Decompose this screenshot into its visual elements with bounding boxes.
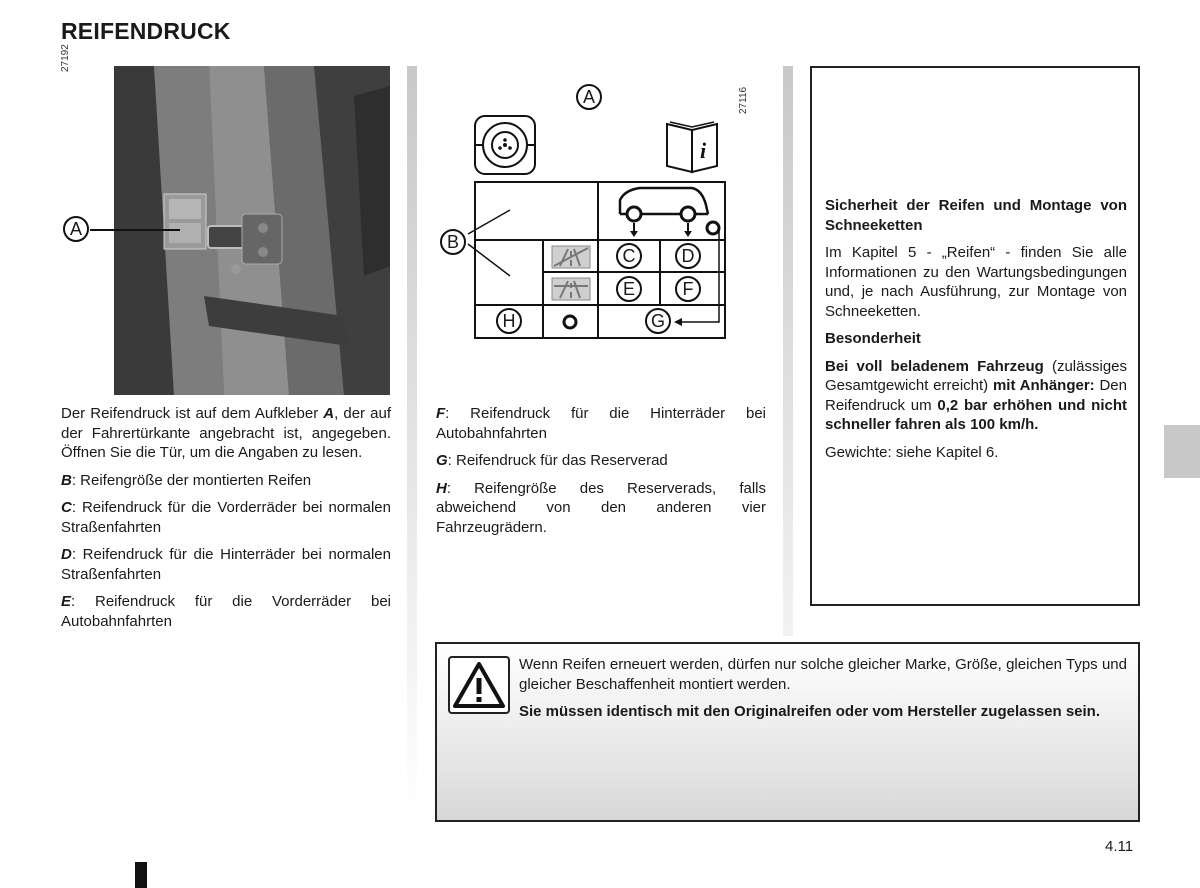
callout-a-leader	[90, 229, 180, 231]
info-paragraph-1: Im Kapitel 5 - „Reifen“ - finden Sie alle Informationen zu den Wartungsbedingungen und, je nach Ausführung, zur Montage von Schneeketten.	[825, 244, 1127, 320]
motorway-icon	[552, 278, 590, 300]
photo-reference-number: 27192	[60, 44, 71, 72]
item-f: F: Reifendruck für die Hinterräder bei Autobahnfahrten	[436, 405, 766, 442]
chapter-tab	[1164, 425, 1200, 478]
item-b: B: Reifengröße der montierten Reifen	[61, 471, 312, 489]
callout-a-diagram: A	[576, 84, 602, 110]
tyre-label-diagram	[430, 110, 740, 350]
page-number: 4.11	[1105, 838, 1134, 855]
info-subheading: Besonderheit	[825, 330, 921, 347]
info-heading: Sicherheit der Reifen und Montage von Schneeketten	[825, 197, 1127, 234]
manual-info-icon	[667, 122, 717, 172]
callout-a-photo: A	[63, 216, 89, 242]
item-h: H: Reifengröße des Reserverads, falls abweichend von den anderen vier Fahrzeugrädern.	[436, 479, 766, 536]
svg-text:i: i	[700, 138, 707, 163]
info-paragraph-2: Bei voll beladenem Fahrzeug (zulässiges Gesamtgewicht erreicht) mit Anhänger: Den Reifendruck um 0,2 bar erhöhen und nicht schneller fahren als 100 km/h.	[825, 357, 1127, 433]
item-d: D: Reifendruck für die Hinterräder bei normalen Straßenfahrten	[61, 546, 391, 583]
callout-d: D	[675, 243, 701, 269]
item-c: C: Reifendruck für die Vorderräder bei normalen Straßenfahrten	[61, 499, 391, 536]
intro-paragraph	[61, 404, 391, 463]
warning-paragraph-2: Sie müssen identisch mit den Originalreifen oder vom Hersteller zugelassen sein.	[519, 703, 1101, 720]
no-motorway-icon	[552, 246, 590, 268]
intro-text-end: , der auf der Fahrertürkante angebracht ist, angegeben. Öffnen Sie die Tür, um die Angaben zu lesen.	[61, 405, 391, 461]
callout-f: F	[675, 276, 701, 302]
column-divider-right	[783, 66, 793, 636]
warning-paragraph-1: Wenn Reifen erneuert werden, dürfen nur solche gleicher Marke, Größe, gleichen Typs und gleicher Beschaffenheit montiert werden.	[519, 656, 1127, 693]
column-divider-left	[407, 66, 417, 816]
intro-label-a: A	[323, 405, 335, 422]
callout-c: C	[616, 243, 642, 269]
item-e: E: Reifendruck für die Vorderräder bei Autobahnfahrten	[61, 593, 391, 630]
warning-triangle-icon	[448, 656, 510, 714]
warning-box	[435, 642, 1140, 822]
description-column-left	[61, 404, 391, 639]
diagram-reference-number: 27116	[738, 86, 749, 114]
callout-e: E	[616, 276, 642, 302]
info-paragraph-3: Gewichte: siehe Kapitel 6.	[825, 443, 999, 461]
item-g: G: Reifendruck für das Reserverad	[436, 452, 668, 469]
callout-g: G	[645, 308, 671, 334]
intro-text-start: Der Reifendruck ist auf dem Aufkleber	[61, 405, 324, 422]
safety-info-box	[810, 66, 1140, 606]
corner-mark	[135, 862, 147, 888]
callout-h: H	[496, 308, 522, 334]
callout-b: B	[440, 229, 466, 255]
description-column-middle	[436, 404, 766, 545]
page-title: REIFENDRUCK	[61, 18, 231, 44]
